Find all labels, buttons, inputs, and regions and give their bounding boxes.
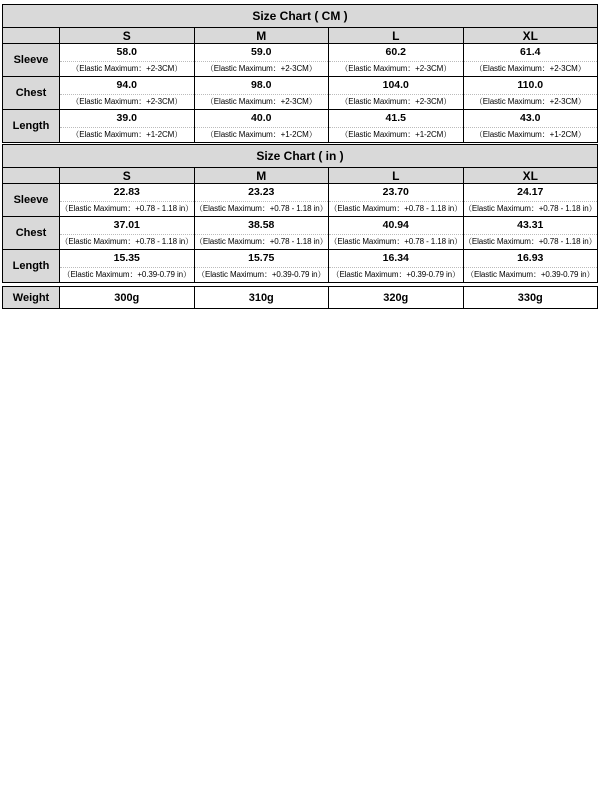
value: 16.34 [329,250,463,268]
size-chart-cm-table [2,4,598,143]
header-corner [3,28,60,44]
value: 40.0 [195,110,329,128]
value: 22.83 [60,184,194,202]
table-row [3,44,598,77]
row-label-chest: Chest [3,77,60,110]
value-cell [60,77,195,110]
weight-value: 300g [60,287,195,309]
table-row [3,77,598,110]
elastic-note: （Elastic Maximum：+1-2CM） [71,130,183,139]
value-cell [60,217,195,250]
value: 23.23 [195,184,329,202]
elastic-note: （Elastic Maximum：+0.39-0.79 in） [466,270,595,279]
elastic-note: （Elastic Maximum：+0.78 - 1.18 in） [60,204,194,213]
value-cell [463,250,598,283]
value-cell [463,217,598,250]
value: 41.5 [329,110,463,128]
elastic-note: （Elastic Maximum：+1-2CM） [205,130,317,139]
value-cell [329,77,464,110]
size-chart-in-title: Size Chart ( in ) [3,145,598,168]
value-cell [60,184,195,217]
value-cell [194,250,329,283]
value: 94.0 [60,77,194,95]
size-chart-in-table [2,144,598,283]
size-header-xl: XL [463,28,598,44]
value: 60.2 [329,44,463,62]
value: 61.4 [464,44,598,62]
value-cell [463,44,598,77]
value: 37.01 [60,217,194,235]
row-label-weight: Weight [3,287,60,309]
value: 23.70 [329,184,463,202]
weight-value: 310g [194,287,329,309]
value-cell [463,184,598,217]
value: 15.75 [195,250,329,268]
value: 15.35 [60,250,194,268]
elastic-note: （Elastic Maximum：+2-3CM） [71,97,183,106]
elastic-note: （Elastic Maximum：+2-3CM） [340,64,452,73]
table-row [3,184,598,217]
value-cell [329,184,464,217]
header-corner [3,168,60,184]
value: 16.93 [464,250,598,268]
elastic-note: （Elastic Maximum：+0.39-0.79 in） [331,270,460,279]
value-cell [329,250,464,283]
value-cell [194,217,329,250]
value: 59.0 [195,44,329,62]
elastic-note: （Elastic Maximum：+2-3CM） [340,97,452,106]
elastic-note: （Elastic Maximum：+0.78 - 1.18 in） [60,237,194,246]
size-header-xl: XL [463,168,598,184]
table-row [3,217,598,250]
elastic-note: （Elastic Maximum：+0.39-0.79 in） [62,270,191,279]
value: 43.0 [464,110,598,128]
value: 58.0 [60,44,194,62]
size-header-m: M [194,168,329,184]
weight-value: 320g [329,287,464,309]
value-cell [463,77,598,110]
row-label-chest: Chest [3,217,60,250]
weight-value: 330g [463,287,598,309]
elastic-note: （Elastic Maximum：+2-3CM） [205,97,317,106]
elastic-note: （Elastic Maximum：+0.78 - 1.18 in） [329,237,463,246]
size-header-l: L [329,168,464,184]
value-cell [463,110,598,143]
value-cell [194,77,329,110]
elastic-note: （Elastic Maximum：+2-3CM） [474,97,586,106]
value-cell [194,110,329,143]
value-cell [60,250,195,283]
elastic-note: （Elastic Maximum：+0.78 - 1.18 in） [463,237,597,246]
value: 40.94 [329,217,463,235]
elastic-note: （Elastic Maximum：+0.78 - 1.18 in） [194,204,328,213]
elastic-note: （Elastic Maximum：+0.39-0.79 in） [197,270,326,279]
elastic-note: （Elastic Maximum：+2-3CM） [205,64,317,73]
size-header-m: M [194,28,329,44]
row-label-length: Length [3,250,60,283]
value: 39.0 [60,110,194,128]
elastic-note: （Elastic Maximum：+2-3CM） [474,64,586,73]
value: 43.31 [464,217,598,235]
value: 38.58 [195,217,329,235]
elastic-note: （Elastic Maximum：+1-2CM） [474,130,586,139]
value-cell [60,110,195,143]
elastic-note: （Elastic Maximum：+0.78 - 1.18 in） [329,204,463,213]
row-label-sleeve: Sleeve [3,184,60,217]
table-row [3,287,598,309]
value: 104.0 [329,77,463,95]
weight-table [2,286,598,309]
table-row [3,250,598,283]
row-label-sleeve: Sleeve [3,44,60,77]
value: 24.17 [464,184,598,202]
value: 98.0 [195,77,329,95]
elastic-note: （Elastic Maximum：+0.78 - 1.18 in） [463,204,597,213]
table-row [3,110,598,143]
value-cell [194,184,329,217]
row-label-length: Length [3,110,60,143]
size-header-s: S [60,28,195,44]
size-header-s: S [60,168,195,184]
value-cell [329,217,464,250]
value-cell [329,44,464,77]
elastic-note: （Elastic Maximum：+2-3CM） [71,64,183,73]
size-header-l: L [329,28,464,44]
value-cell [329,110,464,143]
value-cell [194,44,329,77]
elastic-note: （Elastic Maximum：+1-2CM） [340,130,452,139]
value: 110.0 [464,77,598,95]
size-chart-cm-title: Size Chart ( CM ) [3,5,598,28]
elastic-note: （Elastic Maximum：+0.78 - 1.18 in） [194,237,328,246]
value-cell [60,44,195,77]
